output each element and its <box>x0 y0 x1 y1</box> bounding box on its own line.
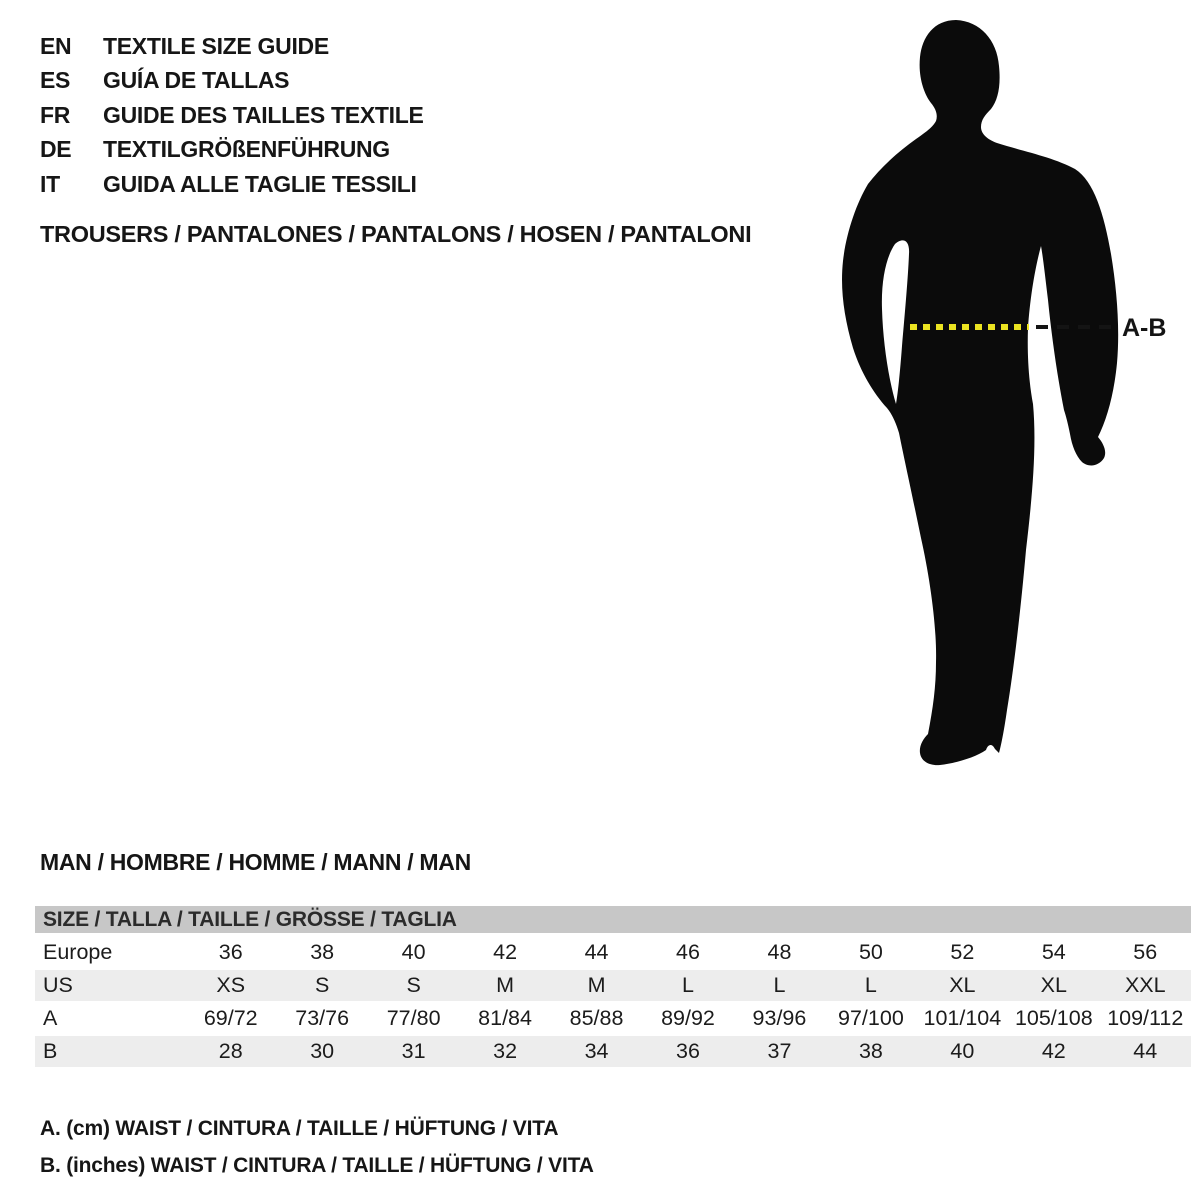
row-label: US <box>43 973 73 997</box>
size-cell: 34 <box>584 1039 609 1063</box>
size-cell: XXL <box>1124 973 1166 997</box>
guide-title-en: TEXTILE SIZE GUIDE <box>103 32 329 59</box>
guide-title-it: GUIDA ALLE TAGLIE TESSILI <box>103 170 417 197</box>
size-cell: 54 <box>1041 940 1066 964</box>
language-row <box>40 98 424 133</box>
language-list <box>40 29 424 202</box>
guide-title-fr: GUIDE DES TAILLES TEXTILE <box>103 101 424 128</box>
size-cell: L <box>864 973 877 997</box>
size-cell: S <box>406 973 421 997</box>
size-cell: 48 <box>767 940 792 964</box>
size-cell: 38 <box>858 1039 883 1063</box>
size-cell: 52 <box>950 940 975 964</box>
table-row-b-inches <box>35 1036 1191 1067</box>
gender-section-title: MAN / HOMBRE / HOMME / MANN / MAN <box>40 849 471 875</box>
size-cell: 28 <box>218 1039 243 1063</box>
size-cell: 69/72 <box>203 1006 258 1030</box>
language-row <box>40 29 424 64</box>
note-waist-inches: B. (inches) WAIST / CINTURA / TAILLE / HÜFTUNG / VITA <box>40 1153 594 1177</box>
table-row-europe <box>35 937 1191 968</box>
size-cell: L <box>682 973 694 997</box>
size-cell: 97/100 <box>838 1006 904 1030</box>
size-cell: 38 <box>310 940 335 964</box>
size-cell: 109/112 <box>1107 1006 1184 1030</box>
size-cell: 85/88 <box>569 1006 624 1030</box>
size-cell: 50 <box>858 940 883 964</box>
size-cell: 32 <box>493 1039 518 1063</box>
size-table-header: SIZE / TALLA / TAILLE / GRÖSSE / TAGLIA <box>35 906 1191 933</box>
size-cell: 101/104 <box>923 1006 1002 1030</box>
language-code: EN <box>40 32 72 59</box>
size-cell: L <box>773 973 786 997</box>
table-row-us <box>35 970 1191 1001</box>
size-cell: 44 <box>1133 1039 1158 1063</box>
note-waist-cm: A. (cm) WAIST / CINTURA / TAILLE / HÜFTUNG / VITA <box>40 1116 559 1140</box>
size-cell: S <box>315 973 330 997</box>
size-cell: 31 <box>401 1039 426 1063</box>
size-cell: 89/92 <box>661 1006 715 1030</box>
language-code: FR <box>40 101 71 128</box>
size-cell: 73/76 <box>295 1006 350 1030</box>
size-cell: 105/108 <box>1014 1006 1093 1030</box>
size-cell: 93/96 <box>752 1006 807 1030</box>
product-category-title: TROUSERS / PANTALONES / PANTALONS / HOSEN / PANTALONI <box>40 221 752 247</box>
guide-title-es: GUÍA DE TALLAS <box>103 67 290 94</box>
measurement-notes <box>40 1110 594 1184</box>
size-cell: 36 <box>676 1039 700 1063</box>
row-label: A <box>43 1006 58 1030</box>
language-row <box>40 133 424 168</box>
size-cell: M <box>587 973 606 997</box>
language-code: IT <box>40 170 60 197</box>
language-row <box>40 64 424 99</box>
size-table <box>35 906 1191 1069</box>
size-cell: 44 <box>584 940 609 964</box>
man-silhouette-figure <box>820 10 1180 780</box>
size-cell: XL <box>949 973 976 997</box>
size-cell: 42 <box>1041 1039 1066 1063</box>
size-cell: 36 <box>218 940 243 964</box>
size-cell: 40 <box>950 1039 975 1063</box>
size-cell: 42 <box>493 940 518 964</box>
size-cell: 81/84 <box>478 1006 532 1030</box>
size-cell: XL <box>1040 973 1067 997</box>
table-row-a-cm <box>35 1003 1191 1034</box>
size-cell: 37 <box>767 1039 792 1063</box>
language-code: DE <box>40 136 72 163</box>
size-cell: M <box>496 973 515 997</box>
row-label: B <box>43 1039 58 1063</box>
guide-title-de: TEXTILGRÖßENFÜHRUNG <box>103 136 390 163</box>
language-code: ES <box>40 67 71 94</box>
size-cell: 46 <box>676 940 700 964</box>
size-cell: XS <box>216 973 246 997</box>
row-label: Europe <box>43 940 113 964</box>
man-silhouette <box>842 20 1118 765</box>
size-cell: 40 <box>401 940 426 964</box>
size-cell: 30 <box>310 1039 335 1063</box>
size-cell: 77/80 <box>386 1006 441 1030</box>
measure-label-ab: A-B <box>1122 314 1167 342</box>
language-row <box>40 167 424 202</box>
size-cell: 56 <box>1133 940 1158 964</box>
